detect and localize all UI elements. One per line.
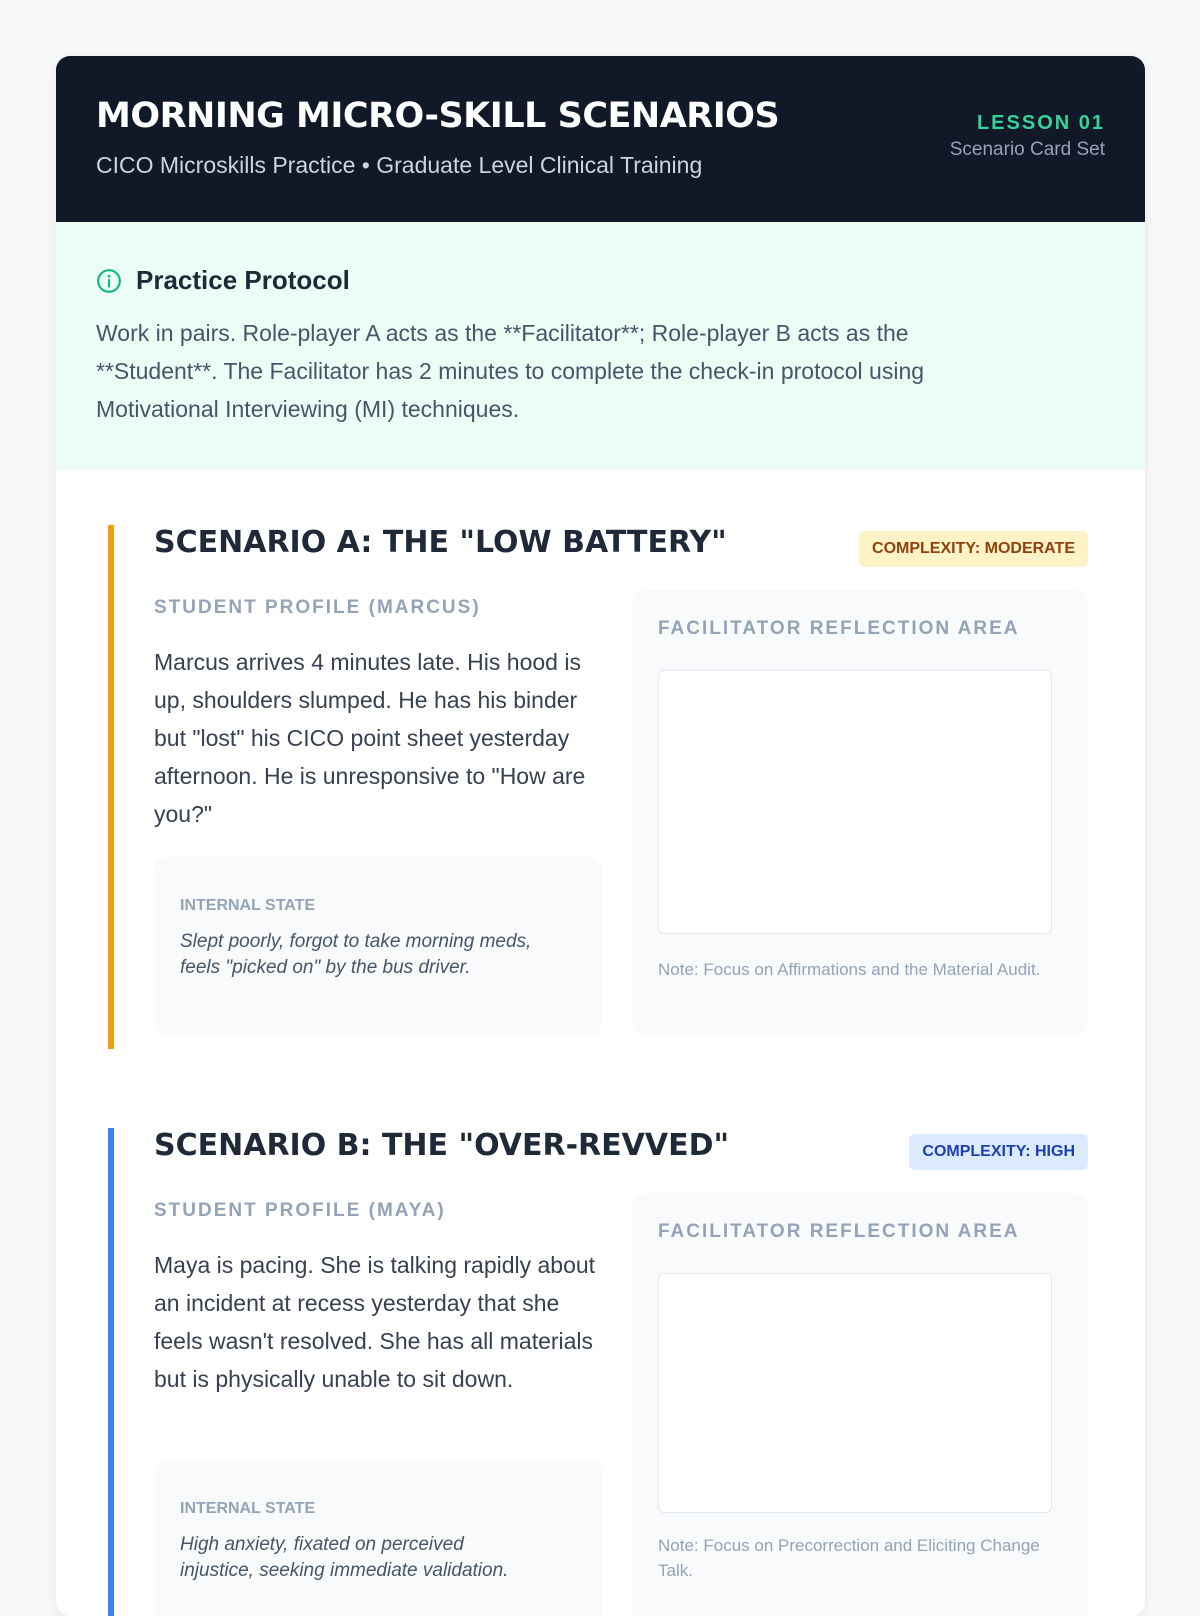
internal-state-label: INTERNAL STATE xyxy=(180,1500,316,1517)
student-profile-text: Marcus arrives 4 minutes late. His hood is up, shoulders slumped. He has his binder but "lost" his CICO point sheet yesterday afternoon. He is unresponsive to "How are you?" xyxy=(154,649,586,827)
reflection-input[interactable] xyxy=(658,670,1052,934)
reflection-note: Note: Focus on Precorrection and Eliciting Change Talk. xyxy=(658,1536,1040,1580)
reflection-label: FACILITATOR REFLECTION AREA xyxy=(658,1221,1020,1242)
info-icon xyxy=(96,268,122,294)
student-profile-label: STUDENT PROFILE (MAYA) xyxy=(154,1200,446,1221)
facilitator-reflection-area xyxy=(632,1193,1088,1616)
lesson-subtitle: Scenario Card Set xyxy=(949,139,1105,160)
scenario-accent-bar xyxy=(108,1128,114,1616)
scenario-title: SCENARIO A: THE "LOW BATTERY" xyxy=(154,525,727,560)
student-profile-text: Maya is pacing. She is talking rapidly about an incident at recess yesterday that she feels wasn't resolved. She has all materials but is physically unable to sit down. xyxy=(154,1252,596,1392)
complexity-badge: COMPLEXITY: MODERATE xyxy=(859,531,1088,567)
protocol-title: Practice Protocol xyxy=(136,265,350,295)
complexity-badge: COMPLEXITY: HIGH xyxy=(909,1134,1088,1170)
page-title: MORNING MICRO-SKILL SCENARIOS xyxy=(96,96,780,136)
scenario-accent-bar xyxy=(108,525,114,1049)
reflection-note: Note: Focus on Affirmations and the Material Audit. xyxy=(658,960,1041,979)
internal-state-text: High anxiety, fixated on perceived injustice, seeking immediate validation. xyxy=(180,1534,509,1581)
student-profile-label: STUDENT PROFILE (MARCUS) xyxy=(154,597,481,618)
practice-protocol xyxy=(56,222,1145,470)
internal-state-box xyxy=(154,1460,602,1616)
scenario-a xyxy=(108,525,1088,1049)
scenario-title: SCENARIO B: THE "OVER-REVVED" xyxy=(154,1128,730,1163)
protocol-text: Work in pairs. Role-player A acts as the **Facilitator**; Role-player B acts as the **Student**. The Facilitator has 2 minutes to complete the check-in protocol using Motivational Interviewing (MI) techniques. xyxy=(96,320,925,422)
internal-state-box xyxy=(154,857,602,1035)
scenario-card xyxy=(56,56,1145,1616)
internal-state-label: INTERNAL STATE xyxy=(180,897,316,914)
header xyxy=(56,56,1145,222)
lesson-label: LESSON 01 xyxy=(976,112,1105,134)
internal-state-text: Slept poorly, forgot to take morning meds, feels "picked on" by the bus driver. xyxy=(180,931,532,978)
facilitator-reflection-area xyxy=(632,590,1088,1035)
reflection-input[interactable] xyxy=(658,1273,1052,1513)
scenario-b xyxy=(108,1128,1088,1616)
page-subtitle: CICO Microskills Practice • Graduate Level Clinical Training xyxy=(96,152,703,178)
reflection-label: FACILITATOR REFLECTION AREA xyxy=(658,618,1020,639)
